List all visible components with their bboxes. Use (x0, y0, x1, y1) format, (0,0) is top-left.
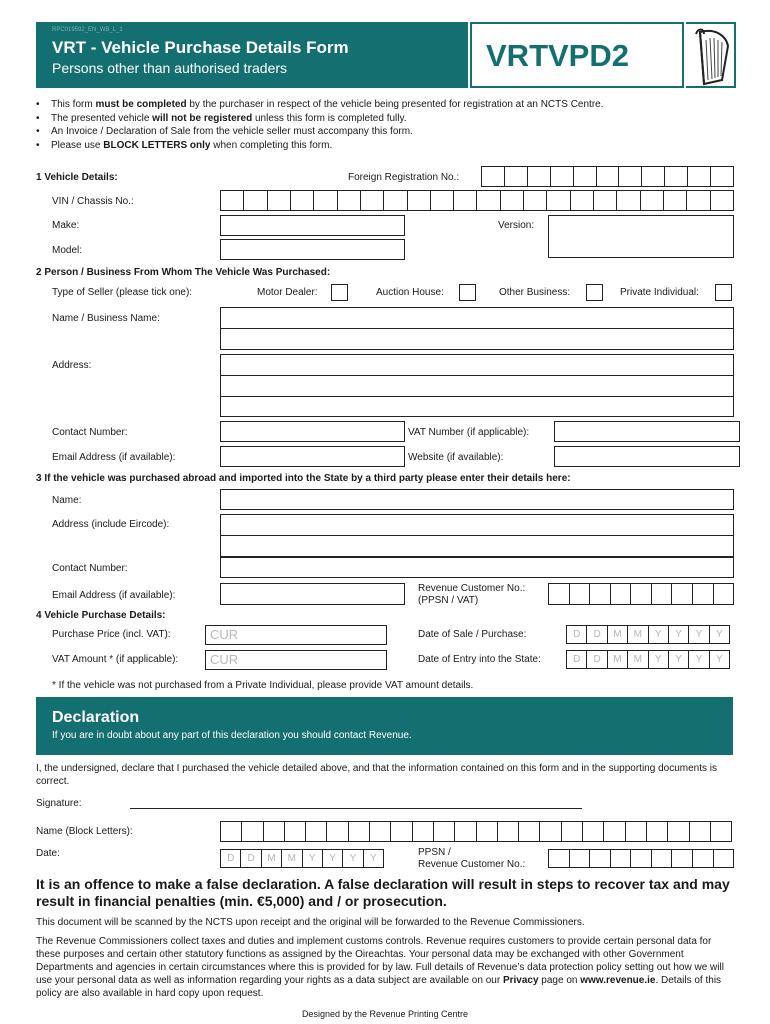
harp-icon (686, 24, 734, 86)
seller-email-label: Email Address (if available): (52, 452, 176, 463)
foreign-reg-input[interactable] (481, 166, 734, 187)
third-party-contact-label: Contact Number: (52, 563, 128, 574)
section3-heading: 3 If the vehicle was purchased abroad and imported into the State by a third party please enter their details here: (36, 473, 571, 484)
motor-dealer-checkbox[interactable] (331, 284, 348, 301)
auction-house-checkbox[interactable] (459, 284, 476, 301)
seller-contact-input[interactable] (220, 421, 405, 442)
date-of-sale-input[interactable]: D D M M Y Y Y Y (566, 625, 730, 644)
vat-number-label: VAT Number (if applicable): (408, 427, 530, 438)
divider (220, 328, 734, 329)
block-name-label: Name (Block Letters): (36, 826, 133, 837)
instruction-item: • Please use BLOCK LETTERS only when completing this form. (36, 139, 603, 153)
foreign-reg-label: Foreign Registration No.: (348, 172, 460, 183)
date-of-entry-label: Date of Entry into the State: (418, 654, 541, 665)
seller-address-input[interactable] (220, 354, 734, 417)
false-declaration-warning: It is an offence to make a false declaration. A false declaration will result in steps to recover tax and may result in financial penalties (min. €5,000) and / or prosecution. (36, 876, 730, 909)
form-reference: RPC019592_EN_WB_L_1 (52, 27, 123, 33)
declaration-text: I, the undersigned, declare that I purchased the vehicle detailed above, and that the information contained on this form and in the supporting documents is correct. (36, 763, 717, 787)
make-input[interactable] (220, 215, 405, 236)
section2-heading: 2 Person / Business From Whom The Vehicle Was Purchased: (36, 267, 331, 278)
ppsn-input[interactable] (548, 849, 734, 868)
third-party-email-label: Email Address (if available): (52, 590, 176, 601)
make-label: Make: (52, 220, 80, 231)
section1-heading: 1 Vehicle Details: (36, 172, 118, 183)
instructions-list (36, 98, 603, 152)
seller-email-input[interactable] (220, 446, 405, 467)
section4-heading: 4 Vehicle Purchase Details: (36, 610, 166, 621)
vin-label: VIN / Chassis No.: (52, 196, 134, 207)
form-code: VRTVPD2 (486, 38, 629, 73)
version-input[interactable] (548, 215, 734, 258)
seller-type-label: Type of Seller (please tick one): (52, 287, 193, 298)
privacy-notice: The Revenue Commissioners collect taxes and duties and implement customs controls. Revenue requires customers to provide certain personal data for these purposes and certain other statutory functions as assigned by the Oireachtas. Your personal data may be exchanged with other Government Departments and agencies in certain circumstances where this is provided for by law. Full details of Revenue’s data protection policy setting out how we will use your personal data as well as information regarding your rights as a data subject are available on our Privacy page on www.revenue.ie. Details of this policy are also available in hard copy upon request. (36, 936, 724, 999)
date-of-sale-label: Date of Sale / Purchase: (418, 629, 527, 640)
form-subtitle: Persons other than authorised traders (52, 60, 288, 76)
auction-house-label: Auction House: (376, 287, 444, 298)
seller-address-label: Address: (52, 360, 92, 371)
vat-number-input[interactable] (554, 421, 740, 442)
declaration-subtitle: If you are in doubt about any part of this declaration you should contact Revenue. (52, 730, 412, 741)
vin-input[interactable] (220, 190, 734, 211)
divider (220, 396, 734, 397)
date-of-entry-input[interactable]: D D M M Y Y Y Y (566, 650, 730, 669)
declaration-date-label: Date: (36, 848, 60, 859)
private-individual-label: Private Individual: (620, 287, 699, 298)
third-party-address-label: Address (include Eircode): (52, 519, 170, 530)
website-label: Website (if available): (408, 452, 504, 463)
declaration-title: Declaration (52, 709, 140, 726)
private-individual-checkbox[interactable] (715, 284, 732, 301)
purchase-price-input[interactable] (205, 625, 387, 645)
version-label: Version: (498, 220, 535, 231)
signature-label: Signature: (36, 798, 82, 809)
vat-footnote: * If the vehicle was not purchased from a Private Individual, please provide VAT amount details. (52, 680, 474, 691)
currency-placeholder: CUR (210, 627, 239, 642)
third-party-name-label: Name: (52, 495, 82, 506)
vat-amount-label: VAT Amount * (if applicable): (52, 654, 179, 665)
instruction-item: • An Invoice / Declaration of Sale from the vehicle seller must accompany this form. (36, 125, 603, 139)
declaration-date-input[interactable]: D D M M Y Y Y Y (220, 849, 384, 868)
block-name-input[interactable] (220, 821, 732, 842)
third-party-contact-input[interactable] (220, 557, 734, 578)
seller-contact-label: Contact Number: (52, 427, 128, 438)
other-business-label: Other Business: (499, 287, 571, 298)
instruction-item: • The presented vehicle will not be registered unless this form is completed fully. (36, 112, 603, 126)
instruction-item: • This form must be completed by the purchaser in respect of the vehicle being presented for registration at an NCTS Centre. (36, 98, 603, 112)
divider (220, 375, 734, 376)
business-name-label: Name / Business Name: (52, 313, 160, 324)
signature-line[interactable] (130, 808, 582, 809)
revenue-no-label: Revenue Customer No.: (PPSN / VAT) (418, 583, 526, 606)
declaration-banner (36, 697, 733, 755)
harp-emblem (686, 22, 736, 88)
other-business-checkbox[interactable] (586, 284, 603, 301)
vat-amount-input[interactable] (205, 650, 387, 670)
purchase-price-label: Purchase Price (incl. VAT): (52, 629, 171, 640)
scan-note: This document will be scanned by the NCTS upon receipt and the original will be forwarded to the Revenue Commissioners. (36, 917, 585, 928)
third-party-name-input[interactable] (220, 489, 734, 510)
motor-dealer-label: Motor Dealer: (257, 287, 318, 298)
third-party-email-input[interactable] (220, 583, 405, 605)
ppsn-label: PPSN / Revenue Customer No.: (418, 847, 526, 870)
website-input[interactable] (554, 446, 740, 467)
revenue-no-input[interactable] (548, 583, 734, 605)
footer-credit: Designed by the Revenue Printing Centre (301, 1009, 469, 1019)
model-input[interactable] (220, 239, 405, 260)
divider (220, 535, 734, 536)
model-label: Model: (52, 245, 83, 256)
currency-placeholder: CUR (210, 652, 239, 667)
form-title: VRT - Vehicle Purchase Details Form (52, 38, 349, 57)
